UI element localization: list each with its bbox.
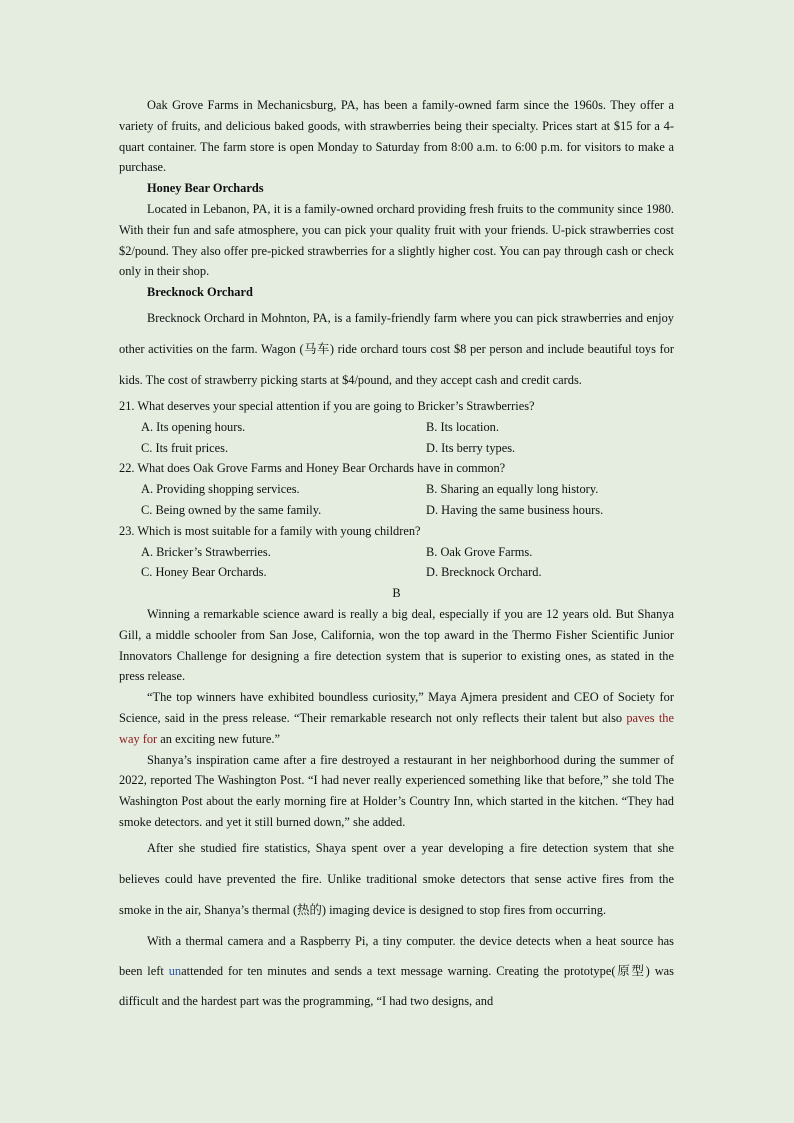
document-body [119, 95, 674, 1016]
paragraph-2-text-before: “The top winners have exhibited boundless curiosity,” Maya Ajmera president and CEO of Society for Science, said in the press release. “Their remarkable research not only reflects their talent but also [119, 690, 674, 725]
honey-bear-paragraph: Located in Lebanon, PA, it is a family-owned orchard providing fresh fruits to the community since 1980. With their fun and safe atmosphere, you can pick your quality fruit with your friends. U-pick strawberries cost $2/pound. They also offer pre-picked strawberries for a slightly higher cost. You can pay through cash or check only in their shop. [119, 201, 674, 279]
question-23-option-c[interactable]: C. Honey Bear Orchards. [141, 565, 267, 580]
question-23-option-a[interactable]: A. Bricker’s Strawberries. [141, 544, 271, 559]
question-22-options [119, 479, 674, 521]
highlighted-phrase: paves the way for [119, 710, 674, 746]
highlighted-prefix: un [168, 963, 182, 978]
passage-b-paragraph-1: Winning a remarkable science award is really a big deal, especially if you are 12 years old. But Shanya Gill, a middle schooler from San Jose, California, won the top award in the Thermo Fisher Scientific Junior Innovators Challenge for designing a fire detection system that is superior to existing ones, as stated in the press release. [119, 606, 674, 684]
paragraph-5-text-before: With a thermal camera and a Raspberry Pi, a tiny computer. the device detects when a heat source has been left [119, 933, 674, 978]
question-21-option-a[interactable]: A. Its opening hours. [141, 419, 246, 434]
question-22-option-c[interactable]: C. Being owned by the same family. [141, 502, 322, 517]
question-21-option-b[interactable]: B. Its location. [426, 419, 499, 434]
question-23-option-d[interactable]: D. Brecknock Orchard. [426, 565, 542, 580]
honey-bear-heading: Honey Bear Orchards [147, 181, 264, 196]
question-21-options [119, 417, 674, 459]
question-21-option-d[interactable]: D. Its berry types. [426, 440, 516, 455]
passage-b-paragraph-5 [119, 926, 674, 1016]
paragraph-5-text-after: attended for ten minutes and sends a text message warning. Creating the prototype(原型) was difficult and the hardest part was the programming, “I had two designs, and [119, 963, 674, 1008]
question-22-option-b[interactable]: B. Sharing an equally long history. [426, 482, 599, 497]
question-23-options [119, 542, 674, 584]
question-21-stem: 21. What deserves your special attention if you are going to Bricker’s Strawberries? [119, 398, 535, 413]
question-23-option-b[interactable]: B. Oak Grove Farms. [426, 544, 533, 559]
passage-b-paragraph-2 [119, 687, 674, 749]
section-b-label: B [392, 586, 401, 601]
paragraph-2-text-after: an exciting new future.” [157, 731, 281, 746]
question-23-stem: 23. Which is most suitable for a family with young children? [119, 523, 421, 538]
question-22-option-d[interactable]: D. Having the same business hours. [426, 502, 604, 517]
question-21-option-c[interactable]: C. Its fruit prices. [141, 440, 229, 455]
brecknock-paragraph: Brecknock Orchard in Mohnton, PA, is a family-friendly farm where you can pick strawberries and enjoy other activities on the farm. Wagon (马车) ride orchard tours cost $8 per person and include beautiful toys for kids. The cost of strawberry picking starts at $4/pound, and they accept cash and credit cards. [119, 310, 674, 387]
question-22-option-a[interactable]: A. Providing shopping services. [141, 482, 300, 497]
brecknock-heading: Brecknock Orchard [147, 285, 253, 300]
passage-b-paragraph-4: After she studied fire statistics, Shaya spent over a year developing a fire detection system that she believes could have prevented the fire. Unlike traditional smoke detectors that sense active fires from the smoke in the air, Shanya’s thermal (热的) imaging device is designed to stop fires from occurring. [119, 840, 674, 917]
oak-grove-paragraph: Oak Grove Farms in Mechanicsburg, PA, has been a family-owned farm since the 1960s. They offer a variety of fruits, and delicious baked goods, with strawberries being their specialty. Prices start at $15 for a 4-quart container. The farm store is open Monday to Saturday from 8:00 a.m. to 6:00 p.m. for visitors to make a purchase. [119, 98, 674, 175]
question-22-stem: 22. What does Oak Grove Farms and Honey Bear Orchards have in common? [119, 461, 506, 476]
passage-b-paragraph-3: Shanya’s inspiration came after a fire destroyed a restaurant in her neighborhood during the summer of 2022, reported The Washington Post. “I had never really experienced something like that before,” she told The Washington Post about the early morning fire at Holder’s Country Inn, which started in the kitchen. “They had smoke detectors. and yet it still burned down,” she added. [119, 752, 674, 829]
